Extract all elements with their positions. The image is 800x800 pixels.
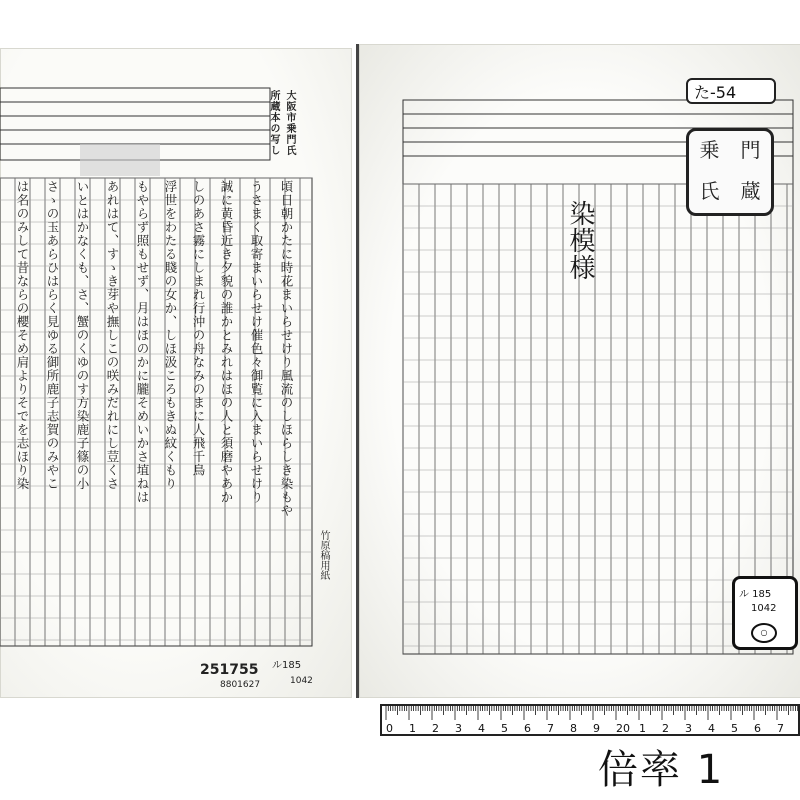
ruler-label: 9	[593, 722, 600, 734]
ruler-label: 1	[409, 722, 416, 734]
ruler-label: 3	[685, 722, 692, 734]
ruler-label: 4	[708, 722, 715, 734]
header-copy-line: 所蔵本の写し	[268, 90, 279, 156]
ruler-label: 6	[754, 722, 761, 734]
manuscript-column: 浮世をわたる賤の女か、しほ汲ころもきぬ紋くもり	[163, 180, 178, 491]
manuscript-column: は名のみして昔ならの櫻そめ肩よりそでを志ほり染	[15, 180, 30, 491]
manuscript-column: 頃日朝かたに時花まいらせけり風流のしほらしき染もや	[279, 180, 294, 518]
manuscript-column: あれはて、すゝき芽や撫しこの咲みだれにし荳くさ	[105, 180, 120, 491]
collector-seal	[686, 128, 774, 216]
left-manuscript-page	[0, 48, 352, 698]
ruler-label: 0	[386, 722, 393, 734]
catalog-label: た-54	[686, 78, 776, 104]
ruler-label: 7	[547, 722, 554, 734]
paper-brand-label: 竹原稿用紙	[318, 530, 329, 580]
ruler-label: 2	[662, 722, 669, 734]
ruler-scale	[382, 706, 798, 734]
ruler-label: 5	[501, 722, 508, 734]
ruler-label: 1	[639, 722, 646, 734]
ruler-label: 6	[524, 722, 531, 734]
magnification-label: 倍率 1	[598, 747, 725, 793]
ruler-label: 20	[616, 722, 630, 734]
ruler-label: 3	[455, 722, 462, 734]
seal-char: 蔵	[740, 179, 761, 203]
stamp-line-2: 1042	[751, 603, 777, 614]
manuscript-column: しのあさ霧にしまれ行沖の舟なみのまに人飛千鳥	[191, 180, 206, 477]
stamp-circle-mark: ○	[751, 623, 777, 643]
manuscript-column: うさまく取寄まいらせけ催色々御覧に入まいらせけり	[249, 180, 264, 504]
seal-char: 氏	[699, 179, 720, 203]
seal-char: 乗	[699, 138, 720, 162]
ruler-label: 2	[432, 722, 439, 734]
shelf-sub-number: 1042	[290, 676, 313, 686]
measuring-ruler	[380, 704, 800, 736]
ruler-label: 5	[731, 722, 738, 734]
library-stamp	[732, 576, 798, 650]
stamp-line-1: ル 185	[739, 589, 772, 600]
shelf-code: ル185	[272, 660, 302, 671]
manuscript-column: さゝの玉あらひはらく見ゆる御所鹿子志賀のみやこ	[45, 180, 60, 491]
manuscript-column: いとはかなくも、さ、蟹のくゆのす方染鹿子篠の小	[75, 180, 90, 491]
document-title: 染模様	[565, 200, 595, 281]
catalog-sub-number: 8801627	[220, 680, 261, 690]
manuscript-column: もやらず照もせず、月はほのかに朧そめいかさ埴ねは	[135, 180, 150, 504]
manuscript-column: 誠に黄昏近き夕貌の誰かとみれはほの人と須磨やあか	[219, 180, 234, 504]
ruler-label: 8	[570, 722, 577, 734]
catalog-number: 251755	[200, 662, 259, 678]
ruler-label: 7	[777, 722, 784, 734]
seal-char: 門	[740, 138, 761, 162]
ruler-label: 4	[478, 722, 485, 734]
header-owner-line: 大阪市乗門氏	[284, 90, 295, 156]
